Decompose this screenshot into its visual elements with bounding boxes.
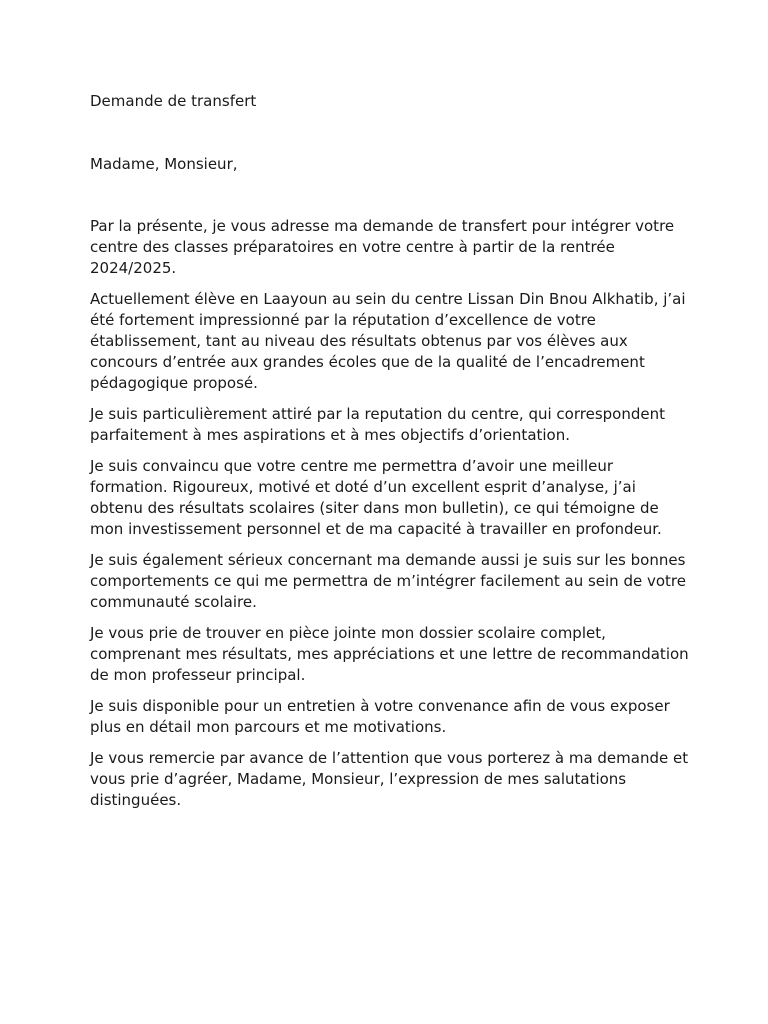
- letter-content: [90, 91, 690, 809]
- paragraph-5: Je suis également sérieux concernant ma demande aussi je suis sur les bonnes comportements ce qui me permettra de m’intégrer facilement au sein de votre communauté scolaire.: [90, 551, 686, 611]
- paragraph-7: Je suis disponible pour un entretien à votre convenance afin de vous exposer plus en détail mon parcours et me motivations.: [90, 697, 670, 736]
- paragraph-3: Je suis particulièrement attiré par la reputation du centre, qui correspondent parfaitement à mes aspirations et à mes objectifs d’orientation.: [90, 405, 665, 444]
- letter-subject: Demande de transfert: [90, 92, 257, 110]
- letter-salutation: Madame, Monsieur,: [90, 155, 238, 173]
- paragraph-2: Actuellement élève en Laayoun au sein du centre Lissan Din Bnou Alkhatib, j’ai été fortement impressionné par la réputation d’excellence de votre établissement, tant au niveau des résultats obtenus par vos élèves aux concours d’entrée aux grandes écoles que de la qualité de l’encadrement pédagogique proposé.: [90, 290, 686, 392]
- paragraph-4: Je suis convaincu que votre centre me permettra d’avoir une meilleur formation. Rigoureux, motivé et doté d’un excellent esprit d’analyse, j’ai obtenu des résultats scolaires (siter dans mon bulletin), ce qui témoigne de mon investissement personnel et de ma capacité à travailler en profondeur.: [90, 457, 662, 538]
- paragraph-6: Je vous prie de trouver en pièce jointe mon dossier scolaire complet, comprenant mes résultats, mes appréciations et une lettre de recommandation de mon professeur principal.: [90, 624, 689, 684]
- letter-body: [90, 216, 690, 821]
- paragraph-1: Par la présente, je vous adresse ma demande de transfert pour intégrer votre centre des classes préparatoires en votre centre à partir de la rentrée 2024/2025.: [90, 217, 675, 277]
- paragraph-8: Je vous remercie par avance de l’attention que vous porterez à ma demande et vous prie d’agréer, Madame, Monsieur, l’expression de mes salutations distinguées.: [90, 749, 689, 809]
